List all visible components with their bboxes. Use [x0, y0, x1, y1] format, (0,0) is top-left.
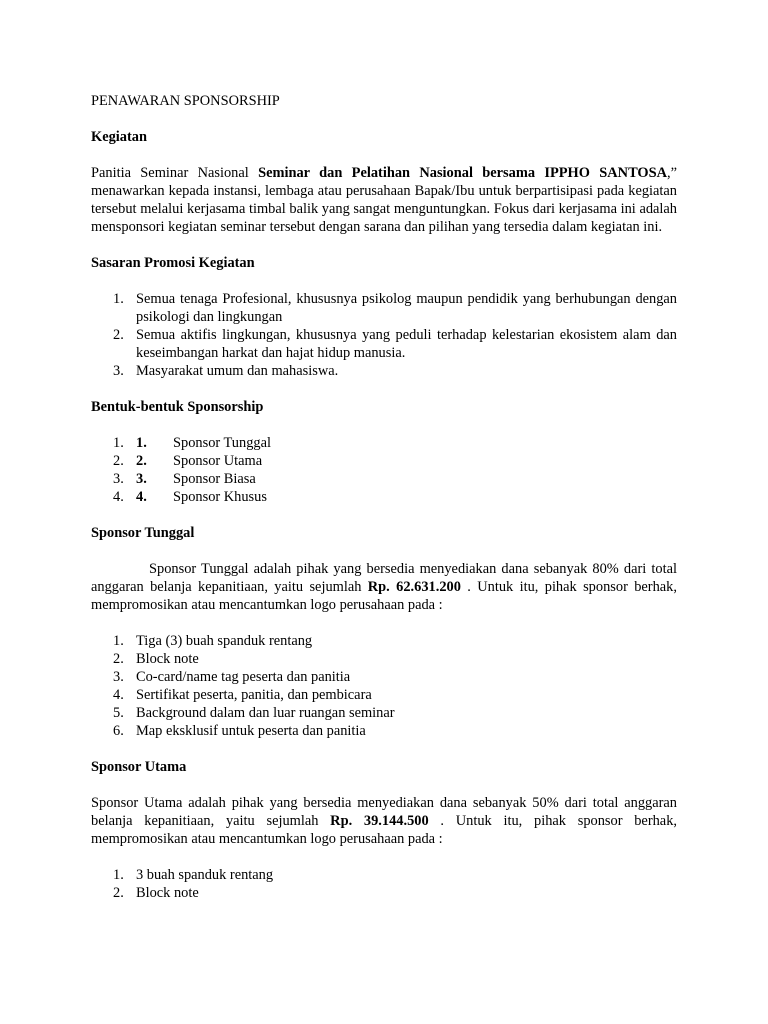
- list-number: 4.: [113, 687, 124, 703]
- section-heading-utama: Sponsor Utama: [91, 759, 187, 775]
- list-item: [91, 704, 677, 722]
- list-number: 5.: [113, 705, 124, 721]
- utama-text-b: . Untuk itu, pihak sponsor berhak, mempromosikan atau mencantumkan logo perusahaan pada :: [91, 813, 677, 847]
- list-item-text: Semua tenaga Profesional, khususnya psikolog maupun pendidik yang berhubungan dengan psikologi dan lingkungan: [136, 291, 677, 325]
- event-name: Seminar dan Pelatihan Nasional bersama IPPHO SANTOSA: [258, 165, 667, 181]
- list-item-text: Co-card/name tag peserta dan panitia: [136, 669, 351, 685]
- list-number: 2.: [113, 885, 124, 901]
- list-item: [91, 362, 677, 380]
- list-item: [91, 686, 677, 704]
- list-item-text: Tiga (3) buah spanduk rentang: [136, 633, 313, 649]
- list-number: 1.: [113, 867, 124, 883]
- list-item-text: Semua aktifis lingkungan, khususnya yang peduli terhadap kelestarian ekosistem alam dan keseimbangan harkat dan hajat hidup manusia.: [136, 327, 677, 361]
- list-item: [91, 866, 677, 884]
- list-number: 6.: [113, 723, 124, 739]
- document-page: [91, 92, 677, 920]
- inner-number: 1.: [136, 435, 147, 451]
- list-item: [91, 668, 677, 686]
- list-item: [91, 470, 677, 488]
- section-heading-kegiatan: Kegiatan: [91, 129, 147, 145]
- list-number: 4.: [113, 489, 124, 505]
- list-item-text: Masyarakat umum dan mahasiswa.: [136, 363, 339, 379]
- list-number: 1.: [113, 291, 124, 307]
- list-item: [91, 722, 677, 740]
- list-number: 1.: [113, 435, 124, 451]
- list-item: [91, 434, 677, 452]
- list-item: [91, 290, 677, 326]
- inner-number: 4.: [136, 489, 147, 505]
- list-number: 3.: [113, 363, 124, 379]
- list-item-text: Sertifikat peserta, panitia, dan pembicara: [136, 687, 372, 703]
- utama-amount: Rp. 39.144.500: [330, 813, 429, 829]
- utama-benefits-list: [91, 866, 677, 902]
- inner-number: 2.: [136, 453, 147, 469]
- list-item-text: Block note: [136, 885, 199, 901]
- kegiatan-intro-text: Panitia Seminar Nasional: [91, 165, 259, 181]
- list-item: [91, 884, 677, 902]
- list-number: 2.: [113, 327, 124, 343]
- list-item: [91, 488, 677, 506]
- document-title: PENAWARAN SPONSORSHIP: [91, 93, 280, 109]
- section-heading-sasaran: Sasaran Promosi Kegiatan: [91, 255, 255, 271]
- tunggal-paragraph: [91, 560, 677, 614]
- list-number: 3.: [113, 669, 124, 685]
- list-item-text: Sponsor Khusus: [173, 489, 267, 505]
- list-item-text: Sponsor Tunggal: [173, 435, 271, 451]
- section-heading-bentuk: Bentuk-bentuk Sponsorship: [91, 399, 264, 415]
- list-item: [91, 632, 677, 650]
- list-number: 2.: [113, 651, 124, 667]
- list-item-text: 3 buah spanduk rentang: [136, 867, 274, 883]
- list-item-text: Background dalam dan luar ruangan seminar: [136, 705, 395, 721]
- list-item-text: Block note: [136, 651, 199, 667]
- list-item: [91, 452, 677, 470]
- sasaran-list: [91, 290, 677, 380]
- list-number: 3.: [113, 471, 124, 487]
- inner-number: 3.: [136, 471, 147, 487]
- list-item: [91, 650, 677, 668]
- tunggal-benefits-list: [91, 632, 677, 740]
- bentuk-list: [91, 434, 677, 506]
- list-number: 1.: [113, 633, 124, 649]
- kegiatan-rest-text: ,” menawarkan kepada instansi, lembaga atau perusahaan Bapak/Ibu untuk berpartisipasi pada kegiatan tersebut melalui kerjasama timbal balik yang sangat menguntungkan. Fokus dari kerjasama ini adalah mensponsori kegiatan seminar tersebut dengan sarana dan pilihan yang tersedia dalam kegiatan ini.: [91, 165, 677, 235]
- tunggal-text-a: Sponsor Tunggal adalah pihak yang bersedia menyediakan dana sebanyak 80% dari total anggaran belanja kepanitiaan, yaitu sejumlah: [91, 561, 677, 595]
- list-item-text: Sponsor Biasa: [173, 471, 256, 487]
- utama-text-a: Sponsor Utama adalah pihak yang bersedia menyediakan dana sebanyak 50% dari total anggaran belanja kepanitiaan, yaitu sejumlah: [91, 795, 677, 829]
- utama-paragraph: [91, 794, 677, 848]
- tunggal-text-b: . Untuk itu, pihak sponsor berhak, mempromosikan atau mencantumkan logo perusahaan pada :: [91, 579, 677, 613]
- section-heading-tunggal: Sponsor Tunggal: [91, 525, 195, 541]
- kegiatan-paragraph: [91, 164, 677, 236]
- list-number: 2.: [113, 453, 124, 469]
- list-item-text: Map eksklusif untuk peserta dan panitia: [136, 723, 366, 739]
- list-item: [91, 326, 677, 362]
- tunggal-amount: Rp. 62.631.200: [367, 579, 461, 595]
- list-item-text: Sponsor Utama: [173, 453, 263, 469]
